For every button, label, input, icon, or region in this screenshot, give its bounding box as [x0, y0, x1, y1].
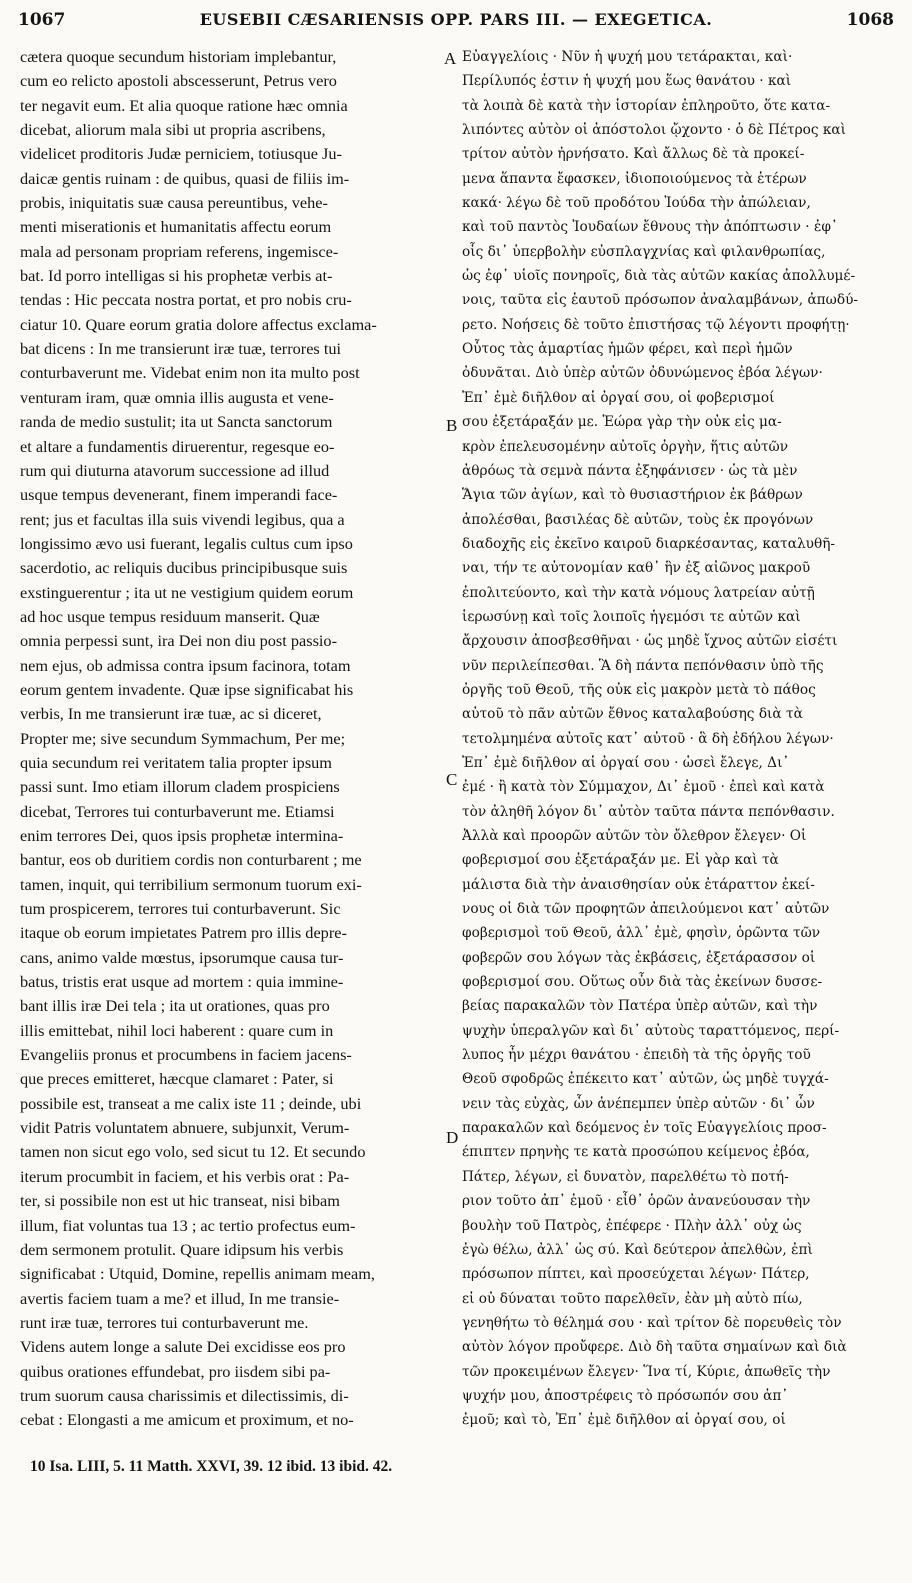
greek-text-line: Εὐαγγελίοις · Νῦν ἡ ψυχή μου τετάρακται, καὶ· — [462, 49, 793, 65]
greek-text-line: λυπος ἦν μέχρι θανάτου · ἐπειδὴ τὰ τῆς ὀργῆς τοῦ — [462, 1047, 811, 1064]
greek-text-line: ἱερωσύνῃ καὶ τοῖς λοιποῖς ἡγεμόσι τε αὐτῶν καὶ — [462, 608, 801, 625]
greek-text-line: κακά· λέγω δὲ τοῦ προδότου Ἰούδα τὴν ἀπώλειαν, — [462, 195, 811, 212]
latin-text-line: quia secundum rei veritatem talia propter ipsum — [20, 752, 332, 772]
greek-text-line: φοβερισμοί σου. Οὕτως οὖν διὰ τὰς ἐκείνων δυσσε- — [462, 974, 823, 991]
latin-text-line: significabat : Utquid, Domine, repellis animam meam, — [20, 1264, 375, 1284]
latin-text-line: probis, iniquitatis suæ causa pereuntibus, vehe- — [20, 193, 328, 213]
running-title: EUSEBII CÆSARIENSIS OPP. PARS III. — EXEGETICA. — [199, 10, 713, 29]
greek-text-line: τὰ λοιπὰ δὲ κατὰ τὴν ἱστορίαν ἐπληροῦτο, ὅτε κατα- — [462, 97, 831, 114]
greek-text-line: γενηθήτω τὸ θέλημά σου · καὶ τρίτον δὲ πορευθεὶς τὸν — [462, 1314, 842, 1331]
greek-text-line: ἐγὼ θέλω, ἀλλ᾽ ὡς σύ. Καὶ δεύτερον ἀπελθὼν, ἐπὶ — [462, 1241, 813, 1258]
greek-text-line: ψυχὴν ὑπεραλγῶν καὶ δι᾽ αὐτοὺς ταραττόμενος, περί- — [462, 1022, 840, 1039]
greek-text-line: Περίλυπός ἐστιν ἡ ψυχή μου ἕως θανάτου · καὶ — [462, 73, 792, 90]
greek-text-line: ὀργῆς τοῦ Θεοῦ, τῆς οὐκ εἰς μακρὸν μετὰ τὸ πάθος — [462, 681, 816, 698]
latin-text-line: randa de medio sustulit; ita ut Sancta sanctorum — [20, 412, 333, 432]
greek-text-line: διαδοχῆς εἰς ἐκεῖνο καιροῦ διαρκέσαντας, καταλυθῆ- — [462, 535, 836, 552]
latin-text-line: exstinguerentur ; ita ut ne vestigium quidem eorum — [20, 582, 354, 602]
latin-text-line: venturam iram, quæ omnia illis augusta et vene- — [20, 387, 334, 407]
margin-marker-d: D — [446, 1128, 459, 1147]
greek-text-line: ριον τοῦτο ἀπ᾽ ἐμοῦ · εἶθ᾽ ὁρῶν ἀνανεύουσαν τὴν — [462, 1193, 811, 1210]
latin-text-line: tamen, inquit, qui terribilium sermonum tuorum exi- — [20, 874, 362, 894]
greek-text-line: νους οἱ διὰ τῶν προφητῶν ἀπειλούμενοι κατ᾽ αὐτῶν — [462, 901, 830, 918]
greek-text-line: μενα ἅπαντα ἔφασκεν, ἰδιοποιούμενος τὰ ἑτέρων — [462, 170, 807, 187]
latin-text-line: ter negavit eum. Et alia quoque ratione hæc omnia — [20, 95, 348, 115]
latin-text-line: ad hoc usque tempus residuum manserit. Quæ — [20, 606, 320, 626]
greek-text-line: σου ἐξετάραξάν με. Ἑώρα γὰρ τὴν οὐκ εἰς μα- — [462, 414, 782, 431]
latin-text-line: tendas : Hic peccata nostra portat, et pro nobis cru- — [20, 290, 352, 310]
margin-marker-a: A — [444, 49, 457, 68]
page-number-left: 1067 — [18, 10, 66, 30]
latin-text-line: illis emittebat, nihil loci haberent : quare cum in — [20, 1020, 334, 1040]
greek-text-line: ρετο. Νοήσεις δὲ τοῦτο ἐπιστήσας τῷ λέγοντι προφήτῃ· — [462, 316, 850, 333]
latin-text-line: dicebat, aliorum mala sibi ut propria ascribens, — [20, 120, 326, 140]
latin-text-line: daicæ gentis ruinam : de quibus, quasi de filiis im- — [20, 168, 350, 188]
greek-text-line: τὸν ἀληθῆ λόγον δι᾽ αὐτὸν ταῦτα πάντα πεπόνθασιν. — [462, 803, 835, 820]
latin-text-line: verbis, In me transierunt iræ tuæ, ac si diceret, — [20, 704, 322, 724]
latin-text-line: illum, fiat voluntas tua 13 ; ac tertio profectus eum- — [20, 1215, 356, 1235]
greek-text-line: κρὸν ἐπελευσομένην αὐτοῖς ὀργὴν, ἥτις αὐτῶν — [462, 438, 789, 455]
greek-text-line: έπιπτεν πρηνὴς τε κατὰ προσώπου κείμενος ἐβόα, — [462, 1144, 810, 1161]
greek-text-line: αὐτοῦ τὸ πᾶν αὐτῶν ἔθνος καταλαβούσης διὰ τὰ — [462, 706, 803, 723]
greek-text-line: Ἐπ᾽ ἐμὲ διῆλθον αἱ ὀργαί σου, οἱ φοβερισμοί — [462, 389, 775, 406]
greek-text-line: εἰ οὐ δύναται τοῦτο παρελθεῖν, ἐὰν μὴ αὐτὸ πίω, — [462, 1290, 803, 1307]
greek-text-line: καὶ τοῦ παντὸς Ἰουδαίων ἔθνους τὴν ἀπόπτωσιν · ἐφ᾽ — [462, 219, 838, 236]
latin-text-line: omnia perpessi sunt, ira Dei non diu post passio- — [20, 631, 337, 651]
latin-text-line: ciatur 10. Quare eorum gratia dolore affectus exclama- — [20, 314, 377, 334]
greek-text-line: οἷς δι᾽ ὑπερβολὴν εὐσπλαγχνίας καὶ φιλανθρωπίας, — [462, 243, 826, 260]
greek-text-line: ὀδυνᾶται. Διὸ ὑπὲρ αὐτῶν ὀδυνώμενος ἐβόα λέγων· — [462, 365, 823, 382]
latin-text-line: cum eo relicto apostoli abscesserunt, Petrus vero — [20, 71, 337, 91]
latin-text-line: possibile est, transeat a me calix iste 11 ; deinde, ubi — [20, 1093, 362, 1113]
greek-text-line: φοβερῶν σου λόγων τὰς ἐκβάσεις, ἐξετάρασσον οἱ — [462, 949, 816, 966]
greek-text-line: ἐμοῦ; καὶ τὸ, Ἐπ᾽ ἐμὲ διῆλθον αἱ ὀργαί σου, οἱ — [462, 1412, 786, 1429]
greek-text-line: νῦν περιλείπεσθαι. Ἃ δὴ πάντα πεπόνθασιν ὑπὸ τῆς — [462, 657, 824, 674]
greek-text-line: νοις, ταῦτα εἰς ἑαυτοῦ πρόσωπον ἀναλαμβάνων, ἀπωδύ- — [462, 292, 859, 309]
page-header — [18, 10, 894, 38]
latin-text-line: ter, si possibile non est ut hic transeat, nisi bibam — [20, 1191, 340, 1211]
latin-text-line: trum suorum causa charissimis et dilectissimis, di- — [20, 1385, 349, 1405]
latin-text-line: et altare a fundamentis diruerentur, regesque eo- — [20, 436, 335, 456]
latin-text-line: bat. Id porro intelligas si his prophetæ verbis at- — [20, 266, 333, 286]
latin-text-line: enim terrores Dei, quos ipsis prophetæ intermina- — [20, 826, 344, 845]
page-number-right: 1068 — [846, 10, 894, 30]
greek-text-line: Ἀλλὰ καὶ προορῶν αὐτῶν τὸν ὄλεθρον ἔλεγεν· Οἱ — [462, 828, 807, 844]
latin-text-line: nem ejus, ob admissa contra ipsum facinora, totam — [20, 655, 351, 675]
latin-text-line: quibus orationes effundebat, pro iisdem sibi pa- — [20, 1361, 331, 1381]
latin-text-line: mala ad personam propriam referens, ingemisce- — [20, 241, 339, 261]
greek-text-line: τρίτον αὐτὸν ἠρνήσατο. Καὶ ἄλλως δὲ τὰ προκεί- — [462, 146, 805, 163]
latin-text-line: dem sermonem protulit. Quare idipsum his verbis — [20, 1239, 344, 1259]
latin-text-line: bant illis iræ Dei tela ; ita ut orationes, quas pro — [20, 996, 330, 1016]
latin-text-line: rent; jus et facultas illa suis vivendi legibus, qua a — [20, 509, 345, 529]
greek-text-line: ψυχήν μου, ἀποστρέφεις τὸ πρόσωπόν σου ἀπ᾽ — [462, 1387, 789, 1404]
greek-text-line: πρόσωπον πίπτει, καὶ προσεύχεται λέγων· Πάτερ, — [462, 1266, 810, 1283]
latin-text-line: Videns autem longe a salute Dei excidisse eos pro — [20, 1337, 346, 1357]
greek-text-line: παρακαλῶν καὶ δεόμενος ἐν τοῖς Εὐαγγελίοις προσ- — [462, 1120, 827, 1137]
latin-text-line: batus, tristis erat usque ad mortem : quia immine- — [20, 972, 344, 992]
greek-column — [462, 45, 898, 1433]
latin-text-line: avertis faciem tuam a me? et illud, In me transie- — [20, 1288, 340, 1308]
greek-text-line: Θεοῦ σφοδρῶς ἐπέκειτο κατ᾽ αὐτῶν, ὡς μηδὲ τυγχά- — [462, 1071, 829, 1088]
greek-text-line: τῶν προκειμένων ἔλεγεν· Ἵνα τί, Κύριε, ἀπωθεῖς τὴν — [462, 1363, 831, 1380]
greek-text-line: ἀπολέσθαι, βασιλέας δὲ αὐτῶν, τοὺς ἐκ προγόνων — [462, 511, 814, 528]
latin-text-line: itaque ob eorum impietates Patrem pro illis depre- — [20, 923, 347, 943]
latin-text-line: passi sunt. Imo etiam illorum cladem prospiciens — [20, 777, 340, 797]
latin-text-line: eorum gentem invadente. Quæ ipse significabat his — [20, 679, 354, 699]
latin-column — [20, 45, 440, 1433]
margin-marker-b: B — [446, 416, 458, 435]
latin-text-line: menti miserationis et humanitatis affectu eorum — [20, 217, 332, 237]
latin-text-line: runt iræ tuæ, terrores tui conturbaverunt me. — [20, 1312, 309, 1332]
greek-text-line: ἐμέ · ἢ κατὰ τὸν Σύμμαχον, Δι᾽ ἐμοῦ · ἐπεὶ καὶ κατὰ — [462, 779, 825, 796]
greek-text-line: μάλιστα διὰ τὴν ἀναισθησίαν οὐκ ἐτάραττον ἐκεί- — [462, 876, 815, 893]
greek-text-line: Ἐπ᾽ ἐμὲ διῆλθον αἱ ὀργαί σου · ὡσεὶ ἔλεγε, Δι᾽ — [462, 754, 790, 771]
greek-text-line: νειν τὰς εὐχὰς, ὧν ἀνέπεμπεν ὑπὲρ αὐτῶν · δι᾽ ὧν — [462, 1095, 815, 1112]
latin-text-line: que preces emitteret, hæcque clamaret : Pater, si — [20, 1069, 334, 1089]
greek-text-line: ἄρχουσιν ἀποσβεσθῆναι · ὡς μηδὲ ἴχνος αὐτῶν εἰσέτι — [462, 633, 838, 650]
latin-text-line: Evangeliis pronus et procumbens in faciem jacens- — [20, 1045, 352, 1065]
latin-text-line: tamen non sicut ego volo, sed sicut tu 12. Et secundo — [20, 1142, 366, 1162]
latin-text-line: longissimo ævo usi fuerant, legalis cultus cum ipso — [20, 533, 353, 553]
latin-text-line: vidit Patris voluntatem abnuere, subjunxit, Verum- — [20, 1118, 350, 1138]
greek-text-line: ἐπολιτεύοντο, καὶ τὴν κατὰ νόμους λατρείαν αὐτῇ — [462, 584, 815, 601]
greek-text-line: βείας παρακαλῶν τὸν Πατέρα ὑπὲρ αὐτῶν, καὶ τὴν — [462, 998, 818, 1015]
greek-text-line: ὡς ἐφ᾽ υἱοῖς πονηροῖς, διὰ τὰς αὐτῶν κακίας ἀπολλυμέ- — [462, 268, 856, 285]
latin-text-line: sacerdotio, ac reliquis ducibus principibusque suis — [20, 558, 348, 578]
latin-text-line: cans, animo valde mœstus, ipsorumque causa tur- — [20, 947, 344, 967]
greek-text-line: φοβερισμοί σου ἐξετάραξάν με. Εἰ γὰρ καὶ τὰ — [462, 852, 779, 869]
latin-text-line: iterum procumbit in faciem, et his verbis orat : Pa- — [20, 1166, 350, 1186]
latin-text-line: cebat : Elongasti a me amicum et proximum, et no- — [20, 1410, 354, 1430]
footnotes: 10 Isa. LIII, 5. 11 Matth. XXVI, 39. 12 ibid. 13 ibid. 42. — [30, 1458, 393, 1475]
greek-text-line: βουλὴν τοῦ Πατρὸς, ἐπέφερε · Πλὴν ἀλλ᾽ οὐχ ὡς — [462, 1217, 802, 1234]
latin-text-line: usque tempus devenerant, finem imperandi face- — [20, 485, 338, 505]
latin-text-line: cætera quoque secundum historiam implebantur, — [20, 47, 337, 66]
greek-text-line: Ἅγια τῶν ἁγίων, καὶ τὸ θυσιαστήριον ἐκ βάθρων — [462, 487, 803, 504]
latin-text-line: tum prospicerem, terrores tui conturbaverunt. Sic — [20, 899, 341, 919]
greek-text-line: αὐτὸν λόγον προὔφερε. Διὸ δὴ ταῦτα σημαίνων καὶ διὰ — [462, 1339, 847, 1356]
latin-text-line: videlicet proditoris Judæ perniciem, totiusque Ju- — [20, 144, 342, 164]
greek-text-line: τετολμημένα αὐτοῖς κατ᾽ αὐτοῦ · ἃ δὴ ἐδήλου λέγων· — [462, 730, 834, 747]
latin-text-line: rum qui diuturna atavorum successione ad illud — [20, 460, 330, 480]
latin-text-line: conturbaverunt me. Videbat enim non ita multo post — [20, 363, 360, 383]
greek-text-line: Πάτερ, λέγων, εἰ δυνατὸν, παρελθέτω τὸ ποτή- — [462, 1168, 789, 1185]
greek-text-line: ναι, τήν τε αὐτονομίαν καθ᾽ ἣν ἐξ αἰῶνος μακροῦ — [462, 560, 811, 577]
margin-marker-c: C — [446, 770, 458, 789]
latin-text-line: dicebat, Terrores tui conturbaverunt me. Etiamsi — [20, 801, 335, 821]
greek-text-line: φοβερισμοὶ τοῦ Θεοῦ, ἀλλ᾽ ἐμὲ, φησὶν, ὁρῶντα τῶν — [462, 925, 821, 942]
greek-text-line: ἀθρόως τὰ σεμνὰ πάντα ἐξηφάνισεν · ὡς τὰ μὲν — [462, 462, 798, 479]
greek-text-line: Οὗτος τὰς ἁμαρτίας ἡμῶν φέρει, καὶ περὶ ἡμῶν — [462, 341, 793, 358]
latin-text-line: Propter me; sive secundum Symmachum, Per me; — [20, 728, 346, 748]
latin-text-line: bat dicens : In me transierunt iræ tuæ, terrores tui — [20, 339, 342, 359]
latin-text-line: bantur, eos ob duritiem cordis non conturbarent ; me — [20, 850, 362, 870]
greek-text-line: λιπόντες αὐτὸν οἱ ἀπόστολοι ᾤχοντο · ὁ δὲ Πέτρος καὶ — [462, 122, 847, 139]
